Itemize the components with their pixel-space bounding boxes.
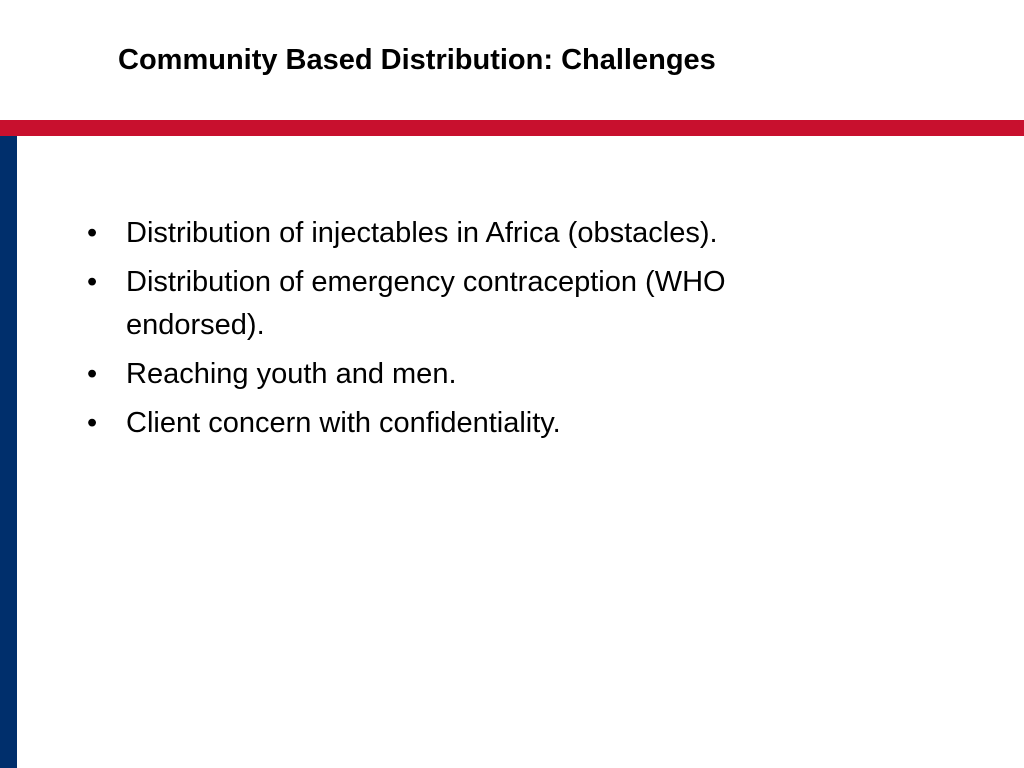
bullet-item bbox=[84, 402, 864, 445]
bullet-icon: • bbox=[87, 217, 98, 249]
bullet-item bbox=[84, 212, 864, 255]
bullet-item bbox=[84, 261, 864, 347]
left-accent-bar bbox=[0, 136, 17, 768]
slide-title: Community Based Distribution: Challenges bbox=[118, 44, 716, 76]
bullet-icon: • bbox=[87, 266, 98, 298]
bullet-text: Reaching youth and men. bbox=[126, 358, 457, 390]
header-divider-bar bbox=[0, 120, 1024, 136]
bullet-icon: • bbox=[87, 358, 98, 390]
bullet-text: Client concern with confidentiality. bbox=[126, 407, 561, 439]
bullet-item bbox=[84, 353, 864, 396]
bullet-text: Distribution of injectables in Africa (obstacles). bbox=[126, 217, 718, 249]
bullet-list bbox=[84, 212, 864, 451]
bullet-icon: • bbox=[87, 407, 98, 439]
bullet-text: Distribution of emergency contraception (WHO endorsed). bbox=[126, 266, 726, 341]
